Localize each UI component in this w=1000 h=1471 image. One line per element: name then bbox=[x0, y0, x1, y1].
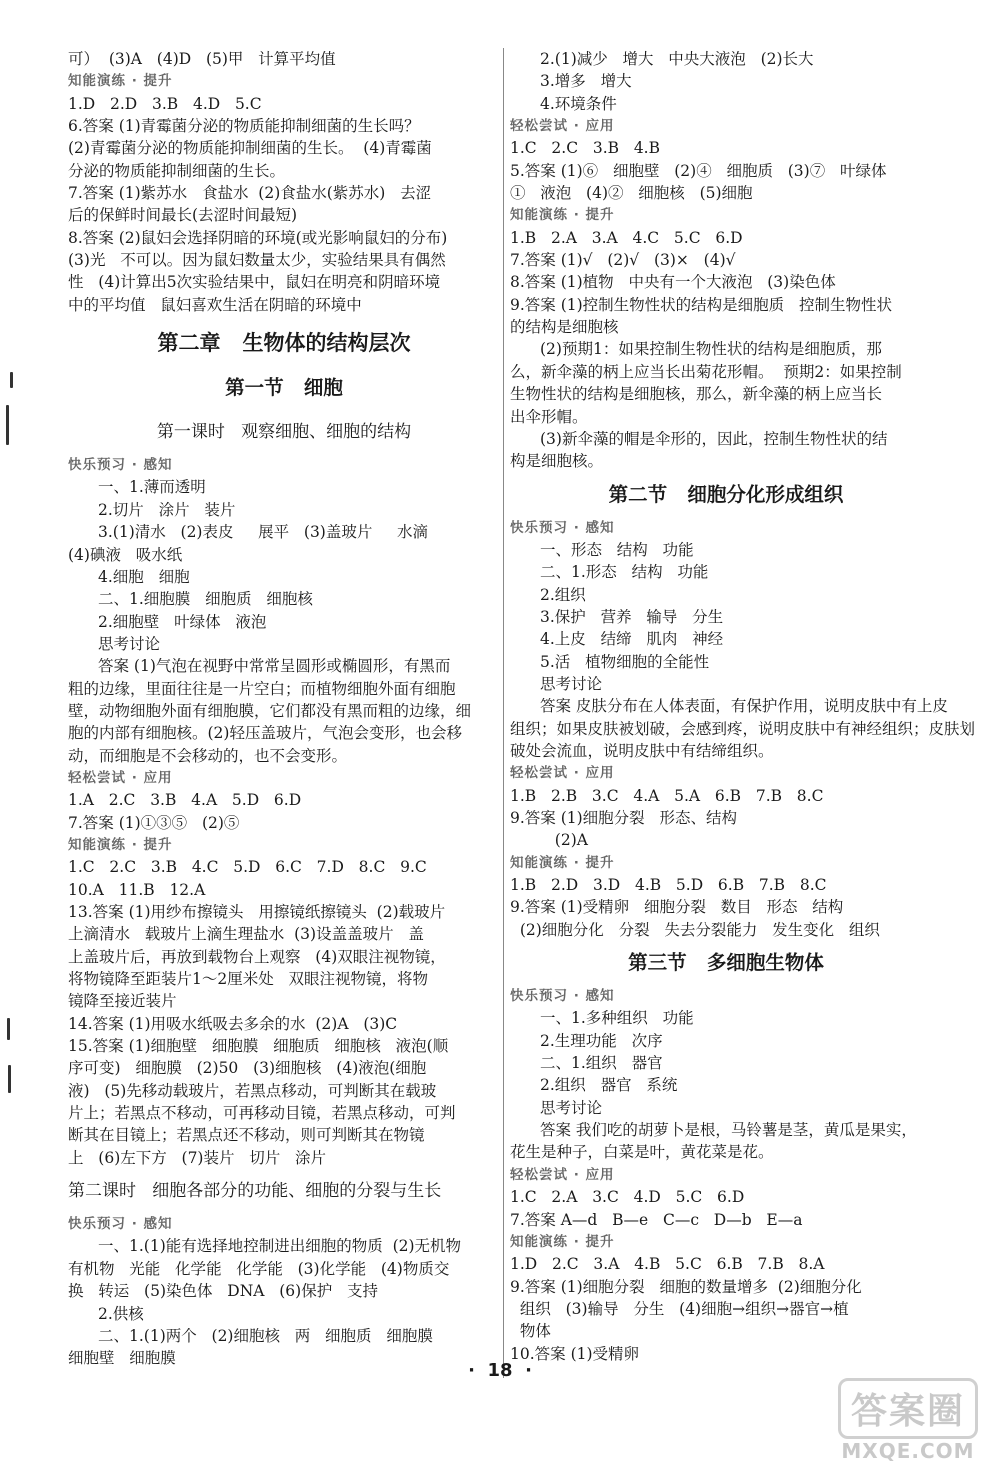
section-label: 知能演练 · 提升 bbox=[68, 73, 173, 90]
text-line: 镜降至接近装片 bbox=[68, 992, 177, 1011]
page-number-value: 18 bbox=[487, 1360, 513, 1381]
text-line: 2.细胞壁 叶绿体 液泡 bbox=[98, 612, 267, 631]
text-line: 6.答案 (1)青霉菌分泌的物质能抑制细菌的生长吗？ bbox=[68, 117, 420, 136]
text-line: 换 转运 (5)染色体 DNA (6)保护 支持 bbox=[68, 1282, 379, 1301]
text-line: 3.保护 营养 输导 分生 bbox=[540, 607, 724, 626]
text-line: 二、1.(1)两个 (2)细胞核 两 细胞质 细胞膜 bbox=[98, 1326, 433, 1345]
text-line: (2)青霉菌分泌的物质能抑制细菌的生长。 (4)青霉菌 bbox=[68, 139, 432, 158]
text-line: 1.D 2.C 3.A 4.B 5.C 6.B 7.B 8.A bbox=[510, 1255, 825, 1274]
text-line: 物体 bbox=[510, 1322, 551, 1341]
heading: 第三节 多细胞生物体 bbox=[628, 951, 824, 975]
text-line: 8.答案 (1)植物 中央有一个大液泡 (3)染色体 bbox=[510, 273, 836, 292]
text-line: 2.组织 器官 系统 bbox=[540, 1076, 678, 1095]
text-line: 7.答案 (1)√ (2)√ (3)× (4)√ bbox=[510, 251, 736, 270]
text-line: 二、1.细胞膜 细胞质 细胞核 bbox=[98, 590, 313, 609]
text-line: 3.增多 增大 bbox=[540, 72, 632, 91]
column-divider bbox=[503, 48, 504, 1378]
section-label: 快乐预习 · 感知 bbox=[510, 519, 615, 536]
text-line: 组织 (3)输导 分生 (4)细胞→组织→器官→植 bbox=[510, 1299, 849, 1318]
text-line: 1.C 2.C 3.B 4.B bbox=[510, 139, 660, 158]
text-line: 液) (5)先移动载玻片，若黑点移动，可判断其在载玻 bbox=[68, 1081, 437, 1100]
text-line: 2.供核 bbox=[98, 1304, 144, 1323]
text-line: 片上；若黑点不移动，可再移动目镜，若黑点移动，可判 bbox=[68, 1104, 456, 1123]
text-line: 断其在目镜上；若黑点还不移动，则可判断其在物镜 bbox=[68, 1126, 425, 1145]
text-line: (2)细胞分化 分裂 失去分裂能力 发生变化 组织 bbox=[510, 920, 880, 939]
text-line: 14.答案 (1)用吸水纸吸去多余的水 (2)A (3)C bbox=[68, 1014, 398, 1033]
text-line: 5.活 植物细胞的全能性 bbox=[540, 652, 710, 671]
text-line: 粗的边缘，里面往往是一片空白；而植物细胞外面有细胞 bbox=[68, 679, 456, 698]
text-line: 7.答案 A—d B—e C—c D—b E—a bbox=[510, 1210, 803, 1229]
section-label: 轻松尝试 · 应用 bbox=[68, 769, 173, 786]
text-line: 组织；如果皮肤被划破，会感到疼，说明皮肤中有神经组织；皮肤划 bbox=[510, 719, 976, 738]
text-line: 一、1.薄而透明 bbox=[98, 478, 206, 497]
text-line: 序可变) 细胞膜 (2)50 (3)细胞核 (4)液泡(细胞 bbox=[68, 1059, 427, 1078]
section-label: 知能演练 · 提升 bbox=[68, 836, 173, 853]
text-line: (2)预期1：如果控制生物性状的结构是细胞质，那 bbox=[540, 340, 882, 359]
text-line: (3)新伞藻的帽是伞形的，因此，控制生物性状的结 bbox=[540, 429, 888, 448]
text-line: (3)光 不可以。因为鼠妇数量太少，实验结果具有偶然 bbox=[68, 251, 446, 270]
left-column bbox=[68, 48, 500, 1370]
text-line: 1.C 2.C 3.B 4.C 5.D 6.C 7.D 8.C 9.C bbox=[68, 858, 427, 877]
text-line: 有机物 光能 化学能 化学能 (3)化学能 (4)物质交 bbox=[68, 1259, 450, 1278]
text-line: 2.生理功能 次序 bbox=[540, 1031, 663, 1050]
heading: 第二节 细胞分化形成组织 bbox=[608, 482, 844, 506]
text-line: 么，新伞藻的柄上应当长出菊花形帽。 预期2：如果控制 bbox=[510, 362, 902, 381]
section-label: 快乐预习 · 感知 bbox=[68, 1216, 173, 1233]
section-label: 快乐预习 · 感知 bbox=[68, 457, 173, 474]
watermark-logo: 答案圈 bbox=[838, 1378, 978, 1439]
text-line: 7.答案 (1)①③⑤ (2)⑤ bbox=[68, 813, 240, 832]
text-line: 思考讨论 bbox=[540, 674, 603, 693]
text-line: 将物镜降至距装片1～2厘米处 双眼注视物镜，将物 bbox=[68, 970, 429, 989]
text-line: 上滴清水 载玻片上滴生理盐水 (3)设盖盖玻片 盖 bbox=[68, 925, 424, 944]
text-line: 1.A 2.C 3.B 4.A 5.D 6.D bbox=[68, 791, 302, 810]
text-line: 上盖玻片后，再放到载物台上观察 (4)双眼注视物镜， bbox=[68, 947, 446, 966]
right-column bbox=[510, 48, 976, 1365]
text-line: 花生是种子，白菜是叶，黄花菜是花。 bbox=[510, 1143, 774, 1162]
text-line: 5.答案 (1)⑥ 细胞壁 (2)④ 细胞质 (3)⑦ 叶绿体 bbox=[510, 161, 887, 180]
section-label: 知能演练 · 提升 bbox=[510, 1233, 615, 1250]
text-line: 动，而细胞是不会移动的，也不会变形。 bbox=[68, 746, 348, 765]
text-line: 2.切片 涂片 装片 bbox=[98, 500, 236, 519]
text-line: 4.细胞 细胞 bbox=[98, 567, 190, 586]
text-line: 8.答案 (2)鼠妇会选择阴暗的环境(或光影响鼠妇的分布) bbox=[68, 228, 448, 247]
text-line: 13.答案 (1)用纱布擦镜头 用擦镜纸擦镜头 (2)载玻片 bbox=[68, 903, 446, 921]
text-line: 上 (6)左下方 (7)装片 切片 涂片 bbox=[68, 1148, 327, 1167]
text-line: 10.A 11.B 12.A bbox=[68, 880, 206, 899]
scan-mark bbox=[8, 1065, 11, 1093]
scan-mark bbox=[6, 405, 9, 445]
text-line: 二、1.形态 结构 功能 bbox=[540, 563, 709, 582]
heading: 第二课时 细胞各部分的功能、细胞的分裂与生长 bbox=[68, 1181, 442, 1202]
text-line: 9.答案 (1)细胞分裂 形态、结构 bbox=[510, 809, 737, 827]
text-line: 答案 我们吃的胡萝卜是根，马铃薯是茎，黄瓜是果实， bbox=[540, 1121, 917, 1140]
text-line: 1.B 2.B 3.C 4.A 5.A 6.B 7.B 8.C bbox=[510, 786, 824, 805]
section-label: 轻松尝试 · 应用 bbox=[510, 765, 615, 782]
scan-mark bbox=[7, 1018, 10, 1040]
text-line: 出伞形帽。 bbox=[510, 407, 588, 426]
text-line: 的结构是细胞核 bbox=[510, 318, 619, 337]
text-line: 思考讨论 bbox=[98, 634, 161, 653]
text-line: 一、1.多种组织 功能 bbox=[540, 1009, 694, 1028]
text-line: ① 液泡 (4)② 细胞核 (5)细胞 bbox=[510, 184, 753, 203]
text-line: 细胞壁 细胞膜 bbox=[68, 1349, 176, 1368]
text-line: 后的保鲜时间最长(去涩时间最短) bbox=[68, 206, 298, 225]
scan-mark bbox=[10, 372, 13, 388]
text-line: 4.上皮 结缔 肌肉 神经 bbox=[540, 630, 724, 649]
text-line: 性 (4)计算出5次实验结果中，鼠妇在明亮和阴暗环境 bbox=[68, 273, 441, 292]
text-line: 2.组织 bbox=[540, 585, 586, 604]
text-line: 15.答案 (1)细胞壁 细胞膜 细胞质 细胞核 液泡(顺 bbox=[68, 1037, 449, 1056]
text-line: 生物性状的结构是细胞核，那么，新伞藻的柄上应当长 bbox=[510, 385, 883, 404]
watermark bbox=[838, 1378, 978, 1463]
section-label: 轻松尝试 · 应用 bbox=[510, 118, 615, 135]
text-line: 1.B 2.A 3.A 4.C 5.C 6.D bbox=[510, 228, 743, 247]
text-line: 9.答案 (1)受精卵 细胞分裂 数目 形态 结构 bbox=[510, 898, 844, 917]
text-line: 3.(1)清水 (2)表皮 展平 (3)盖玻片 水滴 bbox=[98, 523, 428, 542]
text-line: 思考讨论 bbox=[540, 1098, 603, 1117]
text-line: 一、形态 结构 功能 bbox=[540, 540, 694, 559]
heading: 第二章 生物体的结构层次 bbox=[157, 331, 411, 356]
section-label: 知能演练 · 提升 bbox=[510, 854, 615, 871]
text-line: 胞的内部有细胞核。(2)轻压盖玻片，气泡会变形，也会移 bbox=[68, 724, 462, 743]
text-line: 二、1.组织 器官 bbox=[540, 1054, 663, 1073]
text-line: 9.答案 (1)控制生物性状的结构是细胞质 控制生物性状 bbox=[510, 295, 892, 314]
text-line: 构是细胞核。 bbox=[510, 452, 604, 471]
text-line: 答案 (1)气泡在视野中常常呈圆形或椭圆形，有黑而 bbox=[98, 657, 451, 676]
text-line: 可） (3)A (4)D (5)甲 计算平均值 bbox=[68, 50, 336, 68]
text-line: 中的平均值 鼠妇喜欢生活在阴暗的环境中 bbox=[68, 295, 362, 314]
text-line: 壁，动物细胞外面有细胞膜，它们都没有黑而粗的边缘，细 bbox=[68, 701, 472, 720]
heading: 第一节 细胞 bbox=[225, 376, 343, 400]
page-number: · 18 · bbox=[468, 1360, 532, 1381]
text-line: (4)碘液 吸水纸 bbox=[68, 545, 183, 564]
text-line: 破处会流血，说明皮肤中有结缔组织。 bbox=[510, 741, 774, 760]
text-line: 7.答案 (1)紫苏水 食盐水 (2)食盐水(紫苏水) 去涩 bbox=[68, 184, 432, 203]
text-line: 分泌的物质能抑制细菌的生长。 bbox=[68, 161, 286, 180]
text-line: 10.答案 (1)受精卵 bbox=[510, 1344, 640, 1363]
section-label: 快乐预习 · 感知 bbox=[510, 988, 615, 1005]
text-line: 4.环境条件 bbox=[540, 94, 617, 113]
text-line: 一、1.(1)能有选择地控制进出细胞的物质 (2)无机物 bbox=[98, 1237, 462, 1256]
text-line: 2.(1)减少 增大 中央大液泡 (2)长大 bbox=[540, 50, 814, 68]
section-label: 知能演练 · 提升 bbox=[510, 207, 615, 224]
watermark-url: MXQE.COM bbox=[841, 1439, 975, 1463]
heading: 第一课时 观察细胞、细胞的结构 bbox=[156, 422, 412, 443]
text-line: 9.答案 (1)细胞分裂 细胞的数量增多 (2)细胞分化 bbox=[510, 1277, 862, 1296]
text-line: (2)A bbox=[540, 831, 588, 850]
text-line: 1.C 2.A 3.C 4.D 5.C 6.D bbox=[510, 1188, 745, 1207]
text-line: 1.D 2.D 3.B 4.D 5.C bbox=[68, 94, 262, 113]
text-line: 1.B 2.D 3.D 4.B 5.D 6.B 7.B 8.C bbox=[510, 876, 827, 895]
text-line: 答案 皮肤分布在人体表面，有保护作用，说明皮肤中有上皮 bbox=[540, 697, 948, 716]
section-label: 轻松尝试 · 应用 bbox=[510, 1166, 615, 1183]
